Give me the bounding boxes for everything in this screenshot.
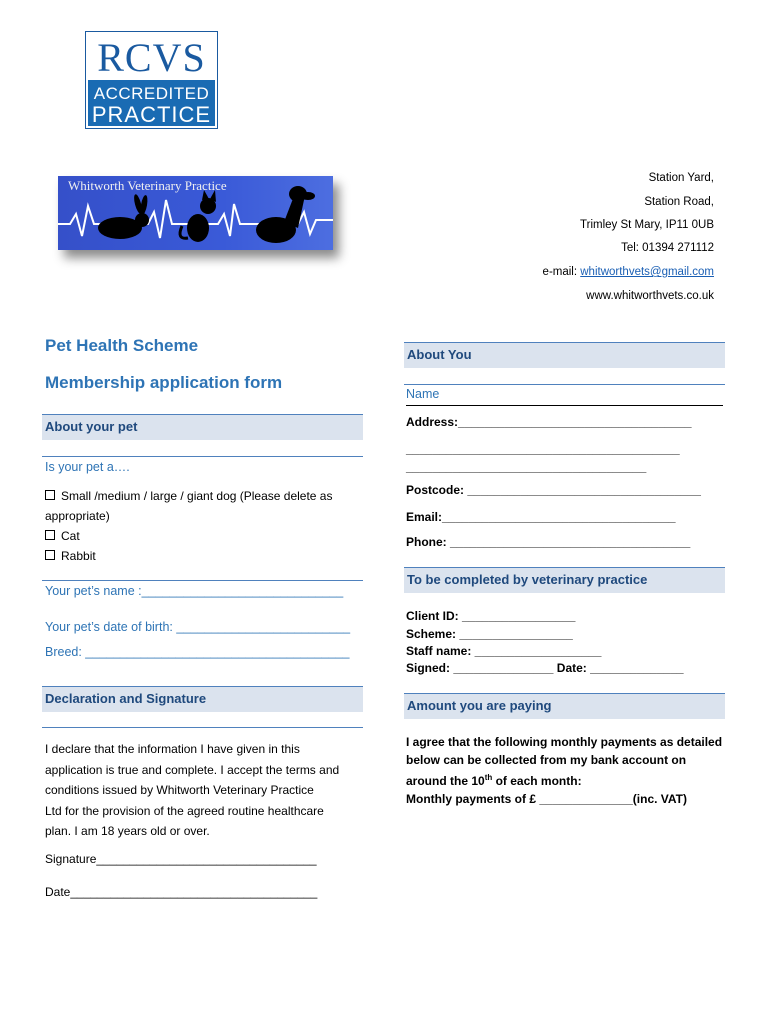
option-dog[interactable]: Small /medium / large / giant dog (Please delete as bbox=[45, 489, 332, 503]
cat-checkbox[interactable] bbox=[45, 530, 55, 540]
pet-name-field[interactable]: Your pet’s name :_____________________________ bbox=[45, 584, 344, 598]
email-field[interactable]: Email:___________________________________ bbox=[406, 510, 676, 524]
address-field-3[interactable]: ____________________________________ bbox=[406, 460, 647, 474]
pet-type-question: Is your pet a…. bbox=[45, 460, 130, 474]
dog-checkbox[interactable] bbox=[45, 490, 55, 500]
signed-date-field[interactable]: Signed: _______________ Date: ______________ bbox=[406, 661, 684, 675]
address-line-2: Station Road, bbox=[644, 196, 714, 208]
amount-heading: Amount you are paying bbox=[404, 693, 725, 719]
about-you-heading: About You bbox=[404, 342, 725, 368]
email-line bbox=[543, 266, 714, 278]
staff-name-field[interactable]: Staff name: ___________________ bbox=[406, 644, 602, 658]
address-line-3: Trimley St Mary, IP11 0UB bbox=[580, 219, 714, 231]
address-field-2[interactable]: _________________________________________ bbox=[406, 442, 680, 456]
breed-field[interactable]: Breed: ______________________________________ bbox=[45, 645, 350, 659]
option-cat[interactable]: Cat bbox=[45, 529, 80, 543]
phone-field[interactable]: Phone: ____________________________________ bbox=[406, 535, 691, 549]
scheme-field[interactable]: Scheme: _________________ bbox=[406, 627, 573, 641]
name-field[interactable]: Name bbox=[406, 387, 723, 406]
practice-banner bbox=[58, 176, 333, 250]
rcvs-accredited-logo bbox=[85, 31, 218, 129]
website: www.whitworthvets.co.uk bbox=[586, 290, 714, 302]
signature-field[interactable]: Signature_________________________________ bbox=[45, 852, 317, 866]
banner-title: Whitworth Veterinary Practice bbox=[68, 178, 227, 193]
pet-dob-field[interactable]: Your pet’s date of birth: _________________________ bbox=[45, 620, 351, 634]
rcvs-wordmark: RCVS bbox=[88, 34, 215, 80]
email-label: e-mail: bbox=[542, 266, 581, 278]
declaration-text: I declare that the information I have given in this application is true and complete. I accept the terms and conditions issued by Whitworth Veterinary Practice Ltd for the provision of the agreed routine healthcare plan. I am 18 years old or over. bbox=[45, 742, 340, 839]
address-field[interactable]: Address:___________________________________ bbox=[406, 415, 692, 429]
about-pet-heading: About your pet bbox=[42, 414, 363, 440]
form-title: Membership application form bbox=[45, 373, 283, 392]
payment-text: I agree that the following monthly payments as detailed below can be collected from my bank account on around the 10th of each month: Monthly payments of £ ______________(inc. VAT) bbox=[406, 734, 726, 808]
telephone: Tel: 01394 271112 bbox=[621, 242, 714, 254]
vet-practice-heading: To be completed by veterinary practice bbox=[404, 567, 725, 593]
option-rabbit[interactable]: Rabbit bbox=[45, 549, 96, 563]
logo-practice-text: PRACTICE bbox=[91, 102, 212, 127]
rabbit-checkbox[interactable] bbox=[45, 550, 55, 560]
address-line-1: Station Yard, bbox=[648, 172, 714, 184]
declaration-heading: Declaration and Signature bbox=[42, 686, 363, 712]
client-id-field[interactable]: Client ID: _________________ bbox=[406, 609, 576, 623]
option-dog-cont: appropriate) bbox=[45, 509, 110, 523]
logo-accredited-text: ACCREDITED bbox=[93, 84, 210, 103]
postcode-field[interactable]: Postcode: ___________________________________ bbox=[406, 483, 701, 497]
monthly-payment-field[interactable]: Monthly payments of £ ______________(inc. VAT) bbox=[406, 791, 687, 806]
scheme-title: Pet Health Scheme bbox=[45, 336, 199, 355]
email-link[interactable]: whitworthvets@gmail.com bbox=[580, 266, 714, 278]
date-field[interactable]: Date_____________________________________ bbox=[45, 885, 318, 899]
